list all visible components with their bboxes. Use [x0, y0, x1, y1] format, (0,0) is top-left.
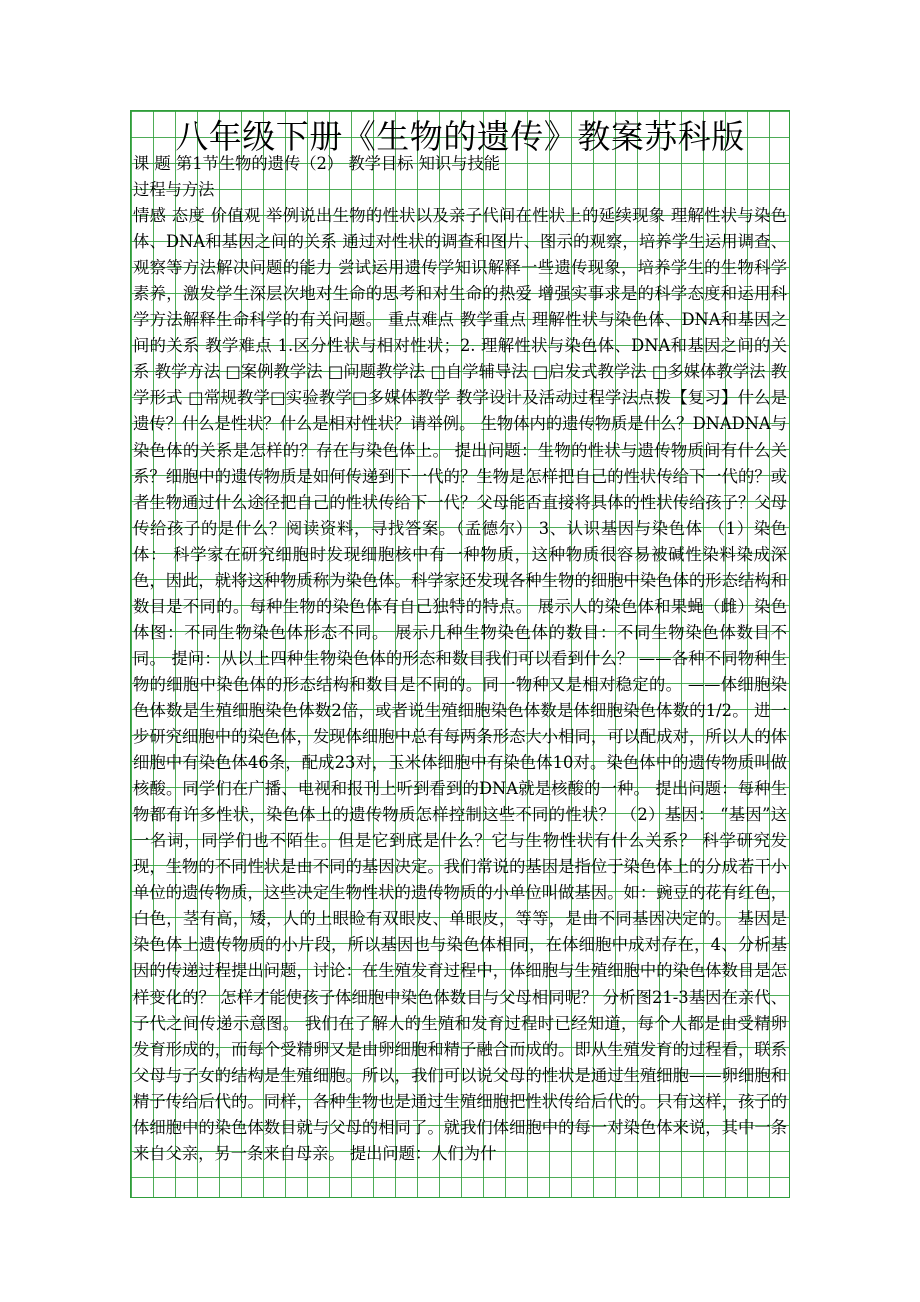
document-page — [130, 110, 790, 1198]
document-title: 八年级下册《生物的遗传》教案苏科版 — [175, 117, 745, 156]
document-body — [133, 151, 787, 1167]
process-method-line: 过程与方法 — [133, 180, 215, 200]
lesson-body-paragraph: 情感 态度 价值观 举例说出生物的性状以及亲子代间在性状上的延续现象 理解性状与染色体、DNA和基因之间的关系 通过对性状的调查和图片、图示的观察，培养学生运用调查、观察等方法解决问题的能力 尝试运用遗传学知识解释一些遗传现象，培养学生的生物科学素养，激发学生深层次地对生命的思考和对生命的热爱 增强实事求是的科学态度和运用科学方法解释生命科学的有关问题。 重点难点 教学重点 理解性状与染色体、DNA和基因之间的关系 教学难点 1.区分性状与相对性状；2. 理解性状与染色体、DNA和基因之间的关系 教学方法 □案例教学法 □问题教学法 □自学辅导法 □启发式教学法 □多媒体教学法 教学形式 □常规教学□实验教学□多媒体教学 教学设计及活动过程学法点拨【复习】什么是遗传？什么是性状？什么是相对性状？请举例。 生物体内的遗传物质是什么？DNADNA与染色体的关系是怎样的？存在与染色体上。 提出问题：生物的性状与遗传物质间有什么关系？细胞中的遗传物质是如何传递到下一代的？生物是怎样把自己的性状传给下一代的？或者生物通过什么途径把自己的性状传给下一代？父母能否直接将具体的性状传给孩子？父母传给孩子的是什么？阅读资料，寻找答案。（孟德尔） 3、认识基因与染色体 （1）染色体： 科学家在研究细胞时发现细胞核中有一种物质，这种物质很容易被碱性染料染成深色，因此，就将这种物质称为染色体。科学家还发现各种生物的细胞中染色体的形态结构和数目是不同的。每种生物的染色体有自己独特的特点。 展示人的染色体和果蝇（雌）染色体图：不同生物染色体形态不同。 展示几种生物染色体的数目：不同生物染色体数目不同。 提问：从以上四种生物染色体的形态和数目我们可以看到什么？ ——各种不同物种生物的细胞中染色体的形态结构和数目是不同的。同一物种又是相对稳定的。 ——体细胞染色体数是生殖细胞染色体数2倍，或者说生殖细胞染色体数是体细胞染色体数的1/2。 进一步研究细胞中的染色体，发现体细胞中总有每两条形态大小相同，可以配成对，所以人的体细胞中有染色体46条，配成23对，玉米体细胞中有染色体10对。染色体中的遗传物质叫做核酸。同学们在广播、电视和报刊上听到看到的DNA就是核酸的一种。 提出问题：每种生物都有许多性状，染色体上的遗传物质怎样控制这些不同的性状？ （2）基因： “基因”这一名词，同学们也不陌生。但是它到底是什么？它与生物性状有什么关系？ 科学研究发现，生物的不同性状是由不同的基因决定。我们常说的基因是指位于染色体上的分成若干小单位的遗传物质，这些决定生物性状的遗传物质的小单位叫做基因。如：豌豆的花有红色，白色，茎有高，矮，人的上眼睑有双眼皮、单眼皮，等等，是由不同基因决定的。 基因是染色体上遗传物质的小片段，所以基因也与染色体相同，在体细胞中成对存在，4、分析基因的传递过程提出问题，讨论：在生殖发育过程中，体细胞与生殖细胞中的染色体数目是怎样变化的？ 怎样才能使孩子体细胞中染色体数目与父母相同呢？ 分析图21-3基因在亲代、子代之间传递示意图。 我们在了解人的生殖和发育过程时已经知道，每个人都是由受精卵发育形成的，而每个受精卵又是由卵细胞和精子融合而成的。即从生殖发育的过程看，联系父母与子女的结构是生殖细胞。所以，我们可以说父母的性状是通过生殖细胞——卵细胞和精子传给后代的。同样，各种生物也是通过生殖细胞把性状传给后代的。只有这样，孩子的体细胞中的染色体数目就与父母的相同了。就我们体细胞中的每一对染色体来说，其中一条来自父亲，另一条来自母亲。 提出问题：人们为什 — [133, 206, 787, 1163]
lesson-header-line: 课 题 第1节生物的遗传（2） 教学目标 知识与技能 — [133, 154, 501, 173]
